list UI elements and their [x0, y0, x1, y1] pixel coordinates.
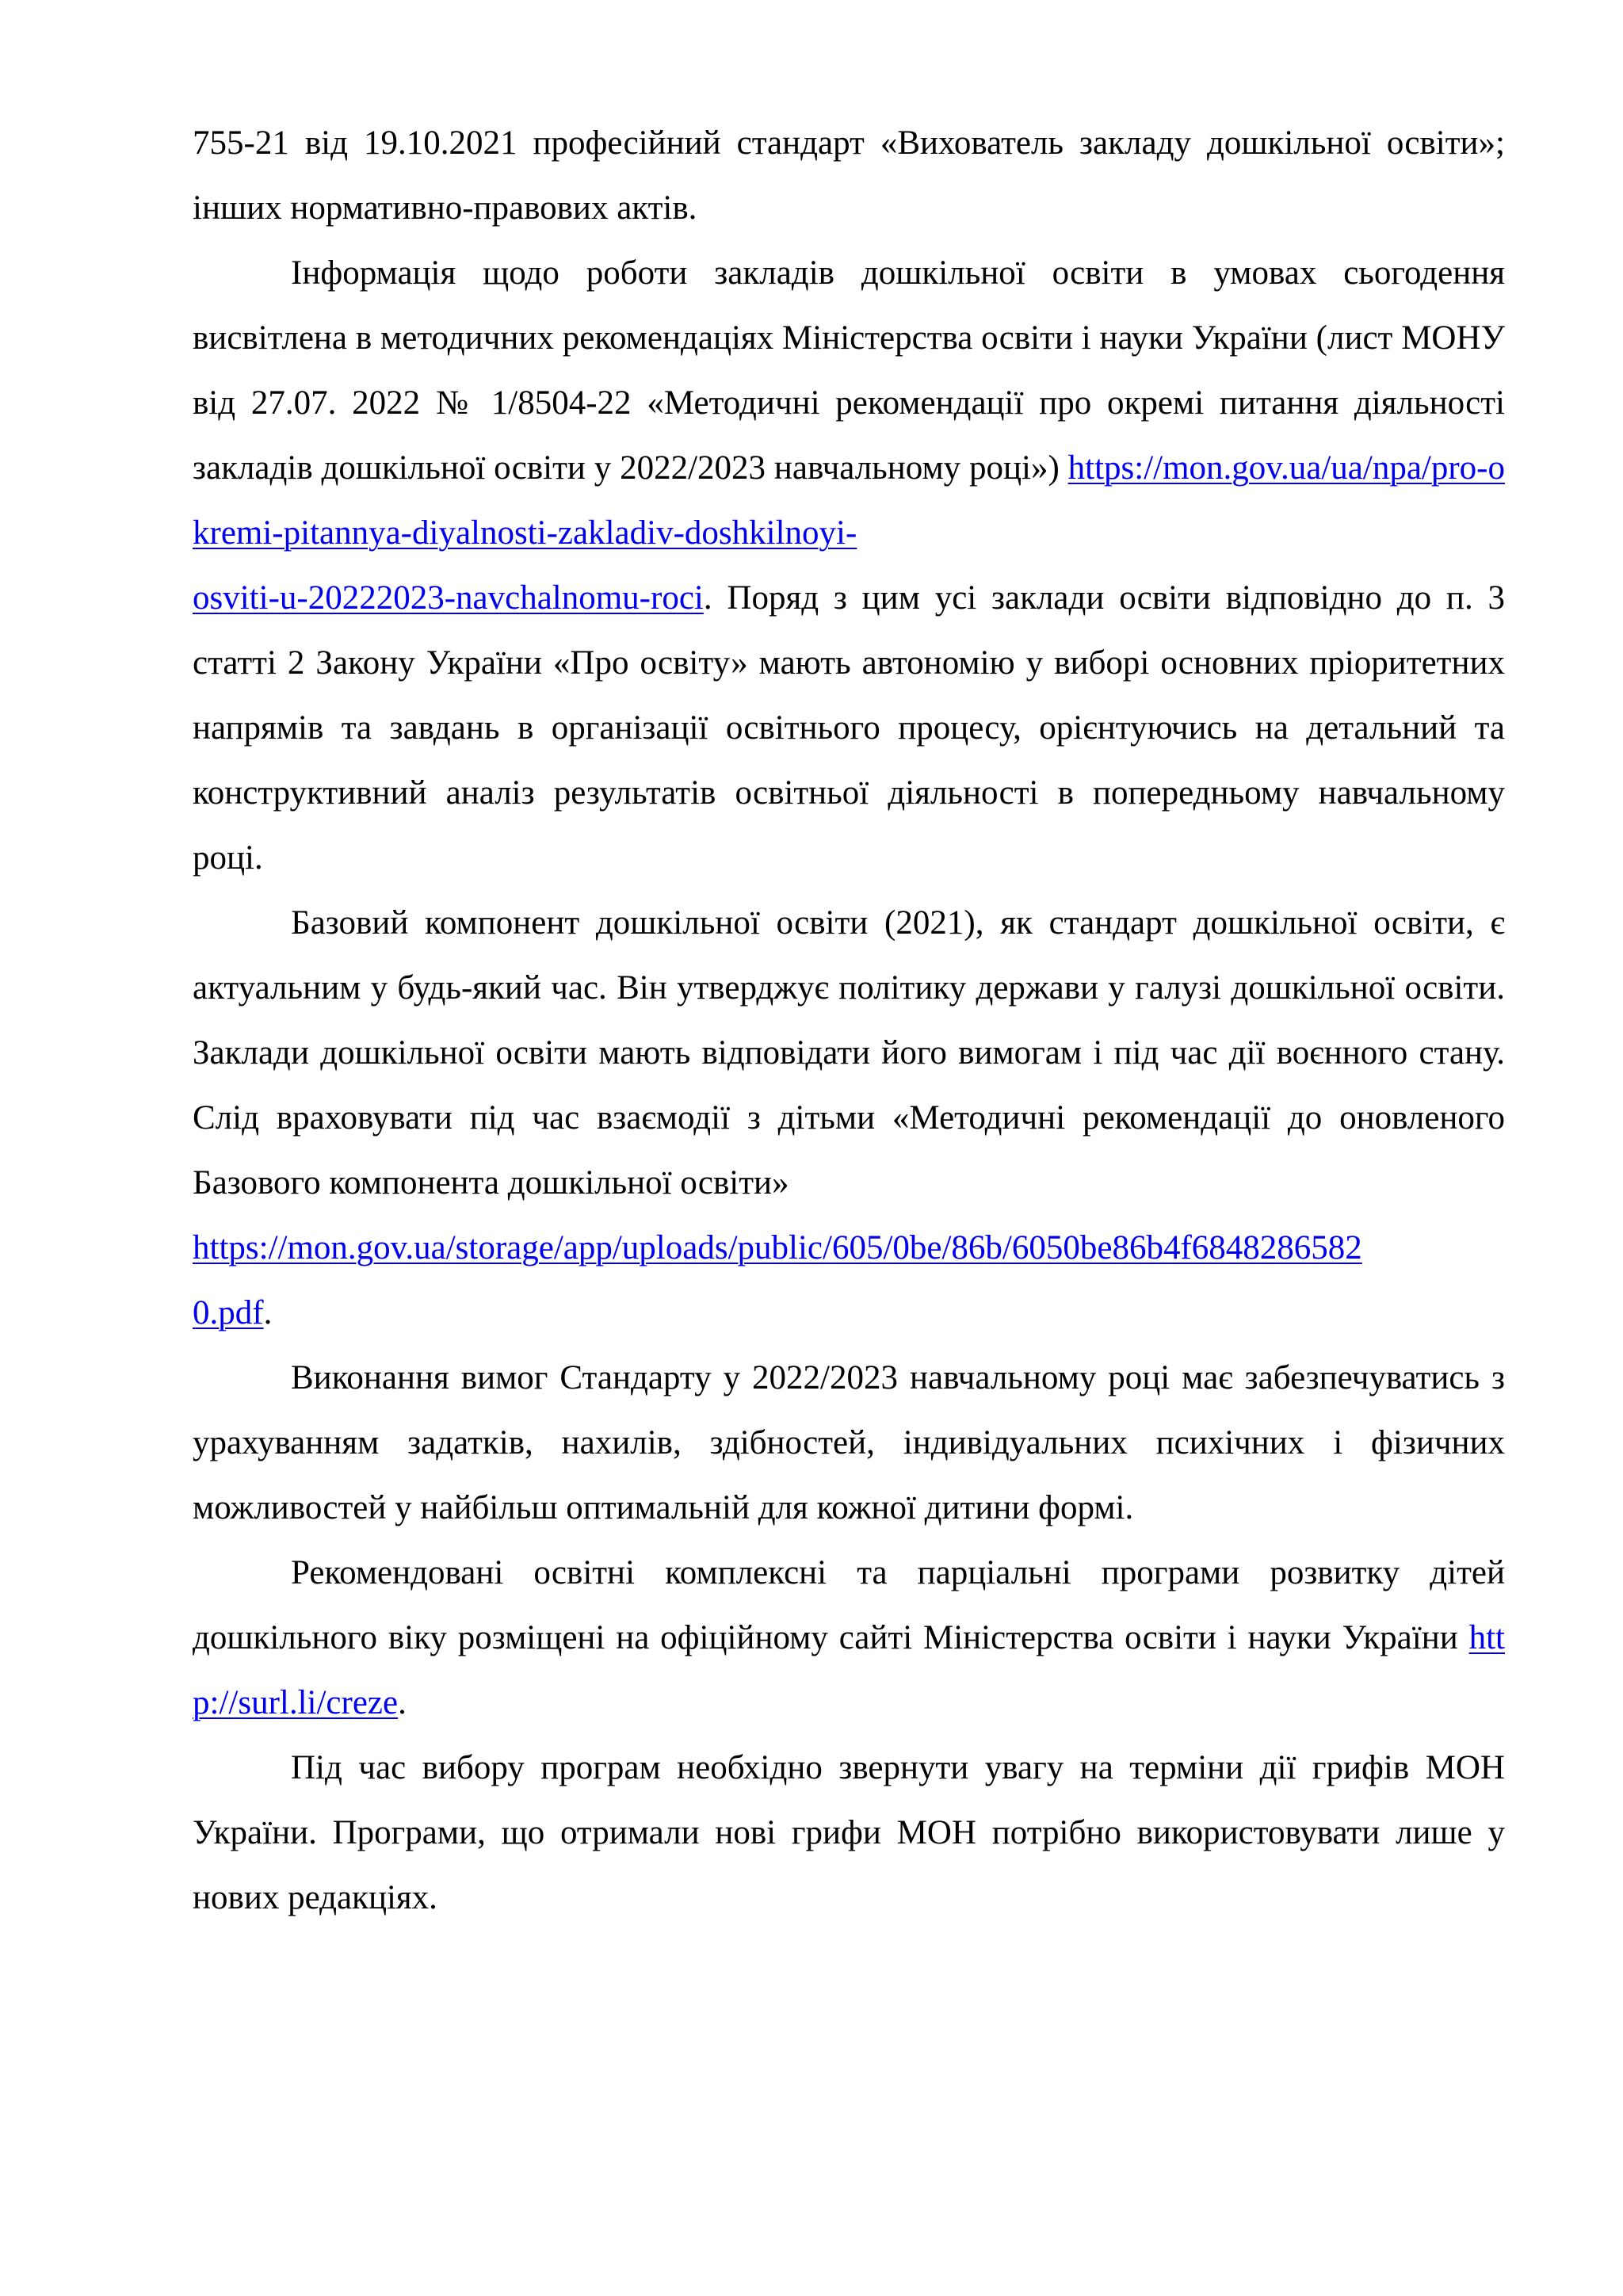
link-mon-basic-component-pdf[interactable] — [193, 1229, 1362, 1331]
paragraph-standards-continuation — [193, 111, 1505, 241]
paragraph-text: . — [398, 1684, 407, 1721]
link-surl-programs[interactable]: http://surl.li/creze — [193, 1619, 1505, 1721]
paragraph-text: Виконання вимог Стандарту у 2022/2023 навчальному році має забезпечуватись з урахуванням задатків, нахилів, здібностей, індивідуальних психічних і фізичних можливостей у найбільш оптимальній для кожної дитини формі. — [193, 1359, 1505, 1526]
paragraph-recommended-programs — [193, 1541, 1505, 1736]
document-body — [193, 111, 1505, 1931]
link-text-part2: 0.pdf — [193, 1294, 264, 1331]
paragraph-text: Рекомендовані освітні комплексні та парціальні програми розвитку дітей дошкільного віку розміщені на офіційному сайті Міністерства освіти і науки України — [193, 1554, 1505, 1656]
paragraph-ministry-recommendations — [193, 241, 1505, 891]
paragraph-text: Базовий компонент дошкільної освіти (2021), як стандарт дошкільної освіти, є актуальним у будь-який час. Він утверджує політику держави у галузі дошкільної освіти. Заклади дошкільної освіти мають відповідати його вимогам і під час дії воєнного стану. Слід враховувати під час взаємодії з дітьми «Методичні рекомендації до оновленого Базового компонента дошкільної освіти» — [193, 904, 1505, 1201]
link-text-part2: osviti-u-20222023-navchalnomu-roci — [193, 579, 704, 617]
paragraph-text: 755-21 від 19.10.2021 професійний стандарт «Вихователь закладу дошкільної освіти»; інших нормативно-правових актів. — [193, 124, 1505, 227]
paragraph-text: Під час вибору програм необхідно звернути увагу на терміни дії грифів МОН України. Програми, що отримали нові грифи МОН потрібно використовувати лише у нових редакціях. — [193, 1749, 1505, 1916]
link-text-part1: https://mon.gov.ua/storage/app/uploads/public/605/0be/86b/6050be86b4f6848286582 — [193, 1229, 1362, 1266]
link-text-part1: https://mon.gov.ua/ua/npa/pro-okremi-pitannya-diyalnosti-zakladiv-doshkilnoyi- — [193, 449, 1505, 552]
paragraph-program-selection — [193, 1736, 1505, 1931]
paragraph-text: . Поряд з цим усі заклади освіти відповідно до п. 3 статті 2 Закону України «Про освіту» мають автономію у виборі основних пріоритетних напрямів та завдань в організації освітнього процесу, орієнтуючись на детальний та конструктивний аналіз результатів освітньої діяльності в попередньому навчальному році. — [193, 579, 1505, 877]
paragraph-text: Інформація щодо роботи закладів дошкільної освіти в умовах сьогодення висвітлена в методичних рекомендаціях Міністерства освіти і науки України (лист МОНУ від 27.07. 2022 № 1/8504-22 «Методичні рекомендації про окремі питання діяльності закладів дошкільної освіти у 2022/2023 навчальному році») — [193, 254, 1505, 487]
paragraph-text: . — [263, 1294, 273, 1331]
paragraph-standard-requirements — [193, 1346, 1505, 1541]
paragraph-basic-component — [193, 891, 1505, 1346]
